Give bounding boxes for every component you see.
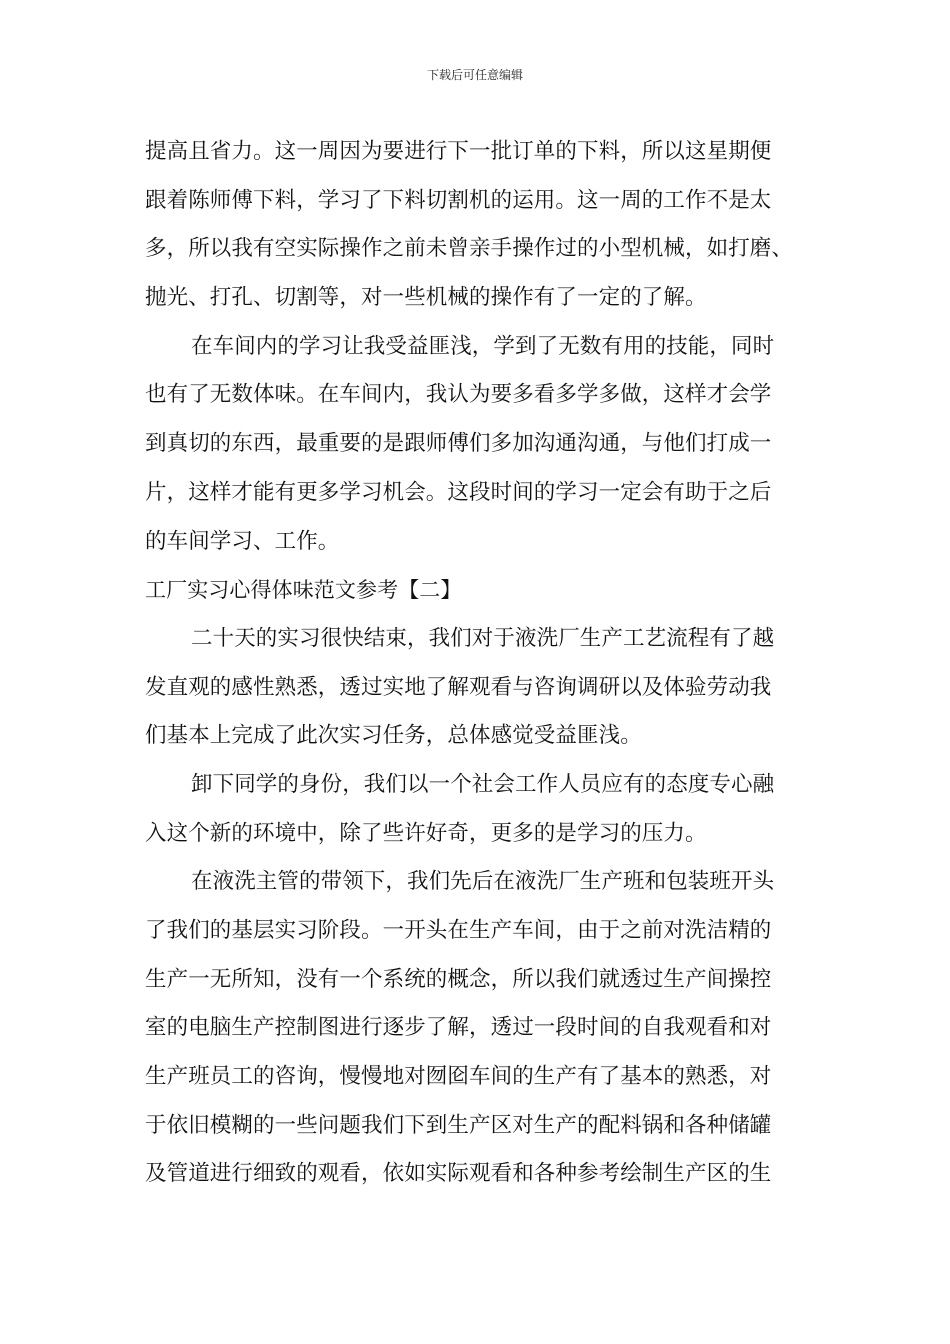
text-line: 也有了无数体味。在车间内，我认为要多看多学多做，这样才会学 xyxy=(145,382,772,408)
text-line: 入这个新的环境中，除了些许好奇，更多的是学习的压力。 xyxy=(145,820,707,846)
paragraph-first-line: 二十天的实习很快结束，我们对于液洗厂生产工艺流程有了越 xyxy=(191,625,775,651)
text-line: 们基本上完成了此次实习任务，总体感觉受益匪浅。 xyxy=(145,723,642,749)
text-line: 提高且省力。这一周因为要进行下一批订单的下料，所以这星期便 xyxy=(145,139,772,164)
text-line: 抛光、打孔、切割等，对一些机械的操作有了一定的了解。 xyxy=(145,285,707,311)
text-line: 了我们的基层实习阶段。一开头在生产车间，由于之前对洗洁精的 xyxy=(145,918,772,943)
text-line: 生产班员工的咨询，慢慢地对囫囵车间的生产有了基本的熟悉，对 xyxy=(145,1064,772,1090)
text-line: 发直观的感性熟悉，透过实地了解观看与咨询调研以及体验劳动我 xyxy=(145,674,772,700)
text-line: 多，所以我有空实际操作之前未曾亲手操作过的小型机械，如打磨、 xyxy=(145,236,794,262)
paragraph-first-line: 在液洗主管的带领下，我们先后在液洗厂生产班和包装班开头 xyxy=(191,869,775,895)
text-line: 及管道进行细致的观看，依如实际观看和各种参考绘制生产区的生 xyxy=(145,1161,772,1187)
text-line: 生产一无所知，没有一个系统的概念，所以我们就透过生产间操控 xyxy=(145,966,772,992)
paragraph-first-line: 在车间内的学习让我受益匪浅，学到了无数有用的技能，同时 xyxy=(191,333,775,359)
text-line: 室的电脑生产控制图进行逐步了解，透过一段时间的自我观看和对 xyxy=(145,1015,772,1041)
text-line: 片，这样才能有更多学习机会。这段时间的学习一定会有助于之后 xyxy=(145,479,772,505)
text-line: 的车间学习、工作。 xyxy=(145,528,340,554)
text-line: 跟着陈师傅下料，学习了下料切割机的运用。这一周的工作不是太 xyxy=(145,187,772,213)
paragraph-first-line: 卸下同学的身份，我们以一个社会工作人员应有的态度专心融 xyxy=(191,771,775,797)
section-heading: 工厂实习心得体味范文参考【二】 xyxy=(145,578,462,603)
document-body xyxy=(145,128,825,1199)
text-line: 于依旧模糊的一些问题我们下到生产区对生产的配料锅和各种储罐 xyxy=(145,1112,772,1138)
page-header-note: 下载后可任意编辑 xyxy=(426,68,523,82)
text-line: 到真切的东西，最重要的是跟师傅们多加沟通沟通，与他们打成一 xyxy=(145,431,772,457)
